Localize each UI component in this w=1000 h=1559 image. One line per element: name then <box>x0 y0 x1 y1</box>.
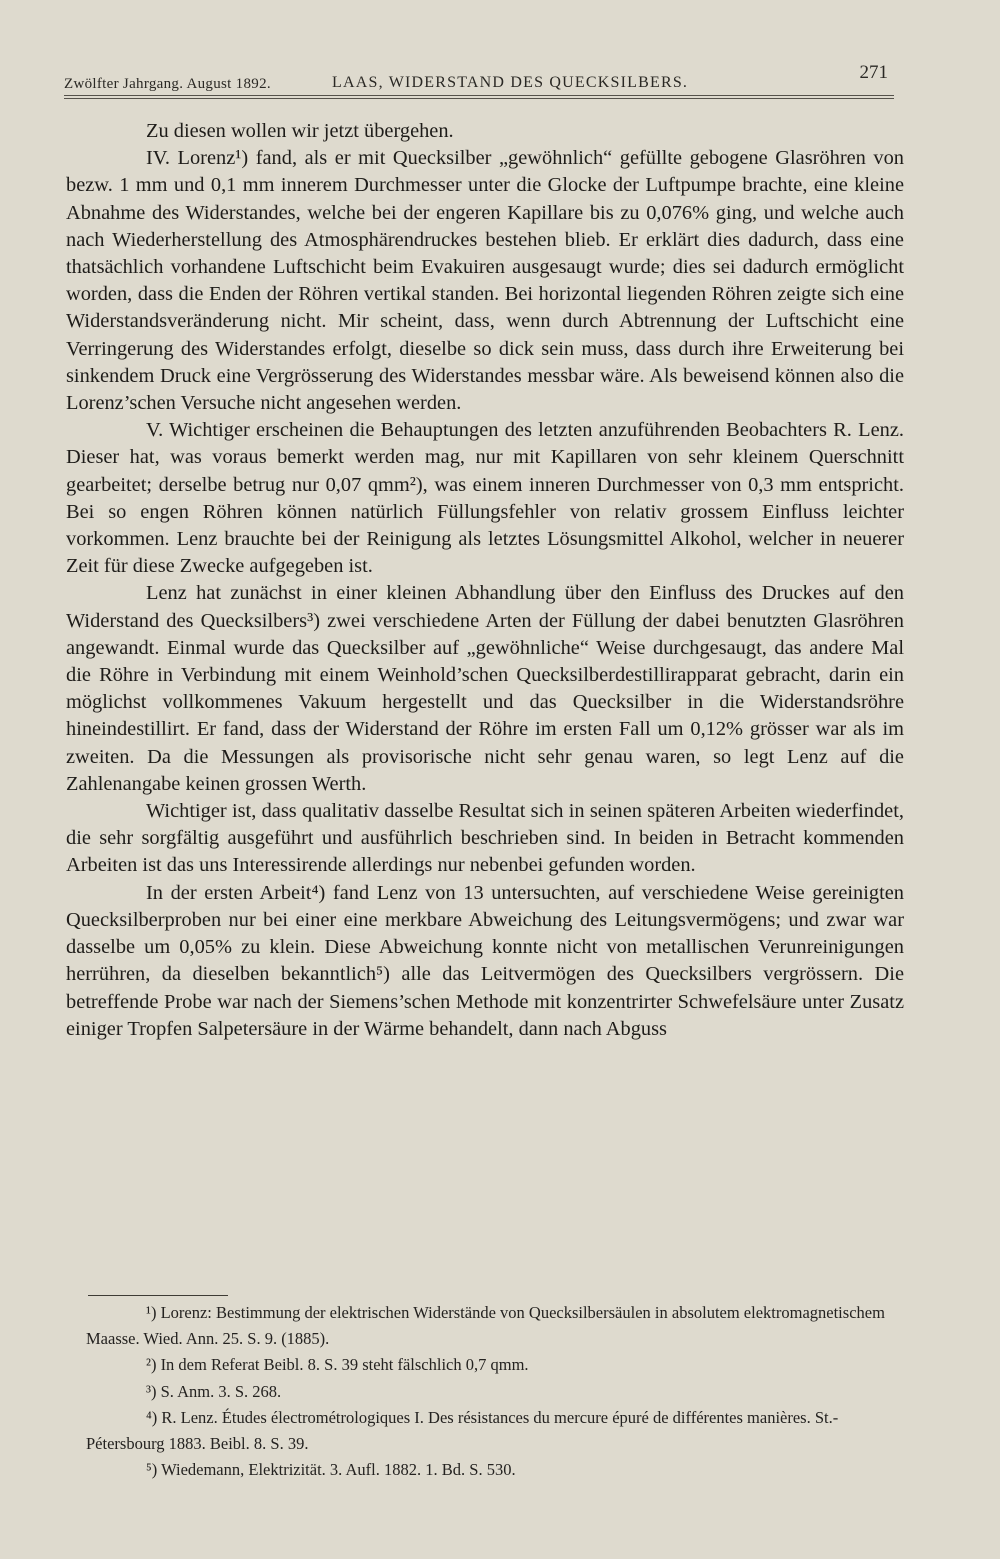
header-rule <box>64 95 894 96</box>
footnote: ²) In dem Referat Beibl. 8. S. 39 steht fälschlich 0,7 qmm. <box>146 1355 529 1375</box>
footnote: ⁴) R. Lenz. Études électrométrologiques I. Des résistances du mercure épuré de différentes manières. St.-Pétersbourg 1883. Beibl. 8. S. 39. <box>86 1407 839 1454</box>
footnote-rule <box>88 1295 228 1296</box>
footnote: ¹) Lorenz: Bestimmung der elektrischen Widerstände von Quecksilbersäulen in absolutem elektromagnetischem Maasse. Wied. Ann. 25. S. 9. (1885). <box>86 1303 885 1349</box>
header-journal-issue: Zwölfter Jahrgang. August 1892. <box>64 76 271 92</box>
header-rule-double <box>64 98 894 99</box>
footnote: ⁵) Wiedemann, Elektrizität. 3. Aufl. 1882. 1. Bd. S. 530. <box>146 1460 516 1480</box>
footnote: ³) S. Anm. 3. S. 268. <box>146 1381 282 1401</box>
main-text <box>66 118 904 1043</box>
paragraph: Wichtiger ist, dass qualitativ dasselbe Resultat sich in seinen späteren Arbeiten wiederfindet, die sehr sorgfältig ausgeführt und ausführlich beschrieben sind. In beiden in Betracht kommenden Arbeiten ist das uns Interessirende allerdings nur nebenbei gefunden worden. <box>66 800 904 877</box>
paragraph: Zu diesen wollen wir jetzt übergehen. <box>146 120 454 142</box>
paragraph: V. Wichtiger erscheinen die Behauptungen des letzten anzuführenden Beobachters R. Lenz. Dieser hat, was voraus bemerkt werden mag, nur mit Kapillaren von sehr kleinem Querschnitt gearbeitet; derselbe betrug nur 0,07 qmm²), was einem inneren Durchmesser von 0,3 mm entspricht. Bei so engen Röhren können natürlich Füllungsfehler von relativ grossem Einfluss leichter vorkommen. Lenz brauchte bei der Reinigung als letztes Lösungsmittel Alkohol, welcher in neuerer Zeit für diese Zwecke aufgegeben ist. <box>66 419 904 578</box>
page-number: 271 <box>859 62 888 83</box>
paragraph: Lenz hat zunächst in einer kleinen Abhandlung über den Einfluss des Druckes auf den Widerstand des Quecksilbers³) zwei verschiedene Arten der Füllung der dabei benutzten Glasröhren angewandt. Einmal wurde das Quecksilber auf „gewöhnliche“ Weise durchgesaugt, das andere Mal die Röhre in Verbindung mit einem Weinhold’schen Quecksilberdestillirapparat gebracht, darin ein möglichst vollkommenes Vakuum hergestellt und das Quecksilber in die Widerstandsröhre hineindestillirt. Er fand, dass der Widerstand der Röhre im ersten Fall um 0,12% grösser war als im zweiten. Da die Messungen als provisorische nicht sehr genau waren, so legt Lenz auf die Zahlenangabe keinen grossen Werth. <box>66 582 904 795</box>
header-article-title: LAAS, WIDERSTAND DES QUECKSILBERS. <box>332 74 689 91</box>
paragraph: In der ersten Arbeit⁴) fand Lenz von 13 untersuchten, auf verschiedene Weise gereinigten Quecksilberproben nur bei einer eine merkbare Abweichung des Leitungsvermögens; und zwar war dasselbe um 0,05% zu klein. Diese Abweichung konnte nicht von metallischen Verunreinigungen herrühren, da dieselben bekanntlich⁵) alle das Leitvermögen des Quecksilbers vergrössern. Die betreffende Probe war nach der Siemens’schen Methode mit konzentrirter Schwefelsäure unter Zusatz einiger Tropfen Salpetersäure in der Wärme behandelt, dann nach Abguss <box>66 881 904 1040</box>
paragraph: IV. Lorenz¹) fand, als er mit Quecksilber „gewöhnlich“ gefüllte gebogene Glasröhren von bezw. 1 mm und 0,1 mm innerem Durchmesser unter die Glocke der Luftpumpe brachte, eine kleine Abnahme des Widerstandes, welche bei der engeren Kapillare bis zu 0,076% ging, und welche auch nach Wiederherstellung des Atmosphärendruckes bestehen blieb. Er erklärt dies dadurch, dass eine thatsächlich vorhandene Luftschicht beim Evakuiren ausgesaugt wurde; dies sei dadurch ermöglicht worden, dass die Enden der Röhren vertikal standen. Bei horizontal liegenden Röhren zeigte sich eine Widerstandsveränderung nicht. Mir scheint, dass, wenn durch Abtrennung der Luftschicht eine Verringerung des Widerstandes erfolgt, dieselbe so dick sein muss, dass durch ihre Erweiterung bei sinkendem Druck eine Vergrösserung des Widerstandes messbar wäre. Als beweisend können also die Lorenz’schen Versuche nicht angesehen werden. <box>66 147 904 415</box>
footnotes <box>86 1300 906 1483</box>
running-header <box>64 62 894 96</box>
